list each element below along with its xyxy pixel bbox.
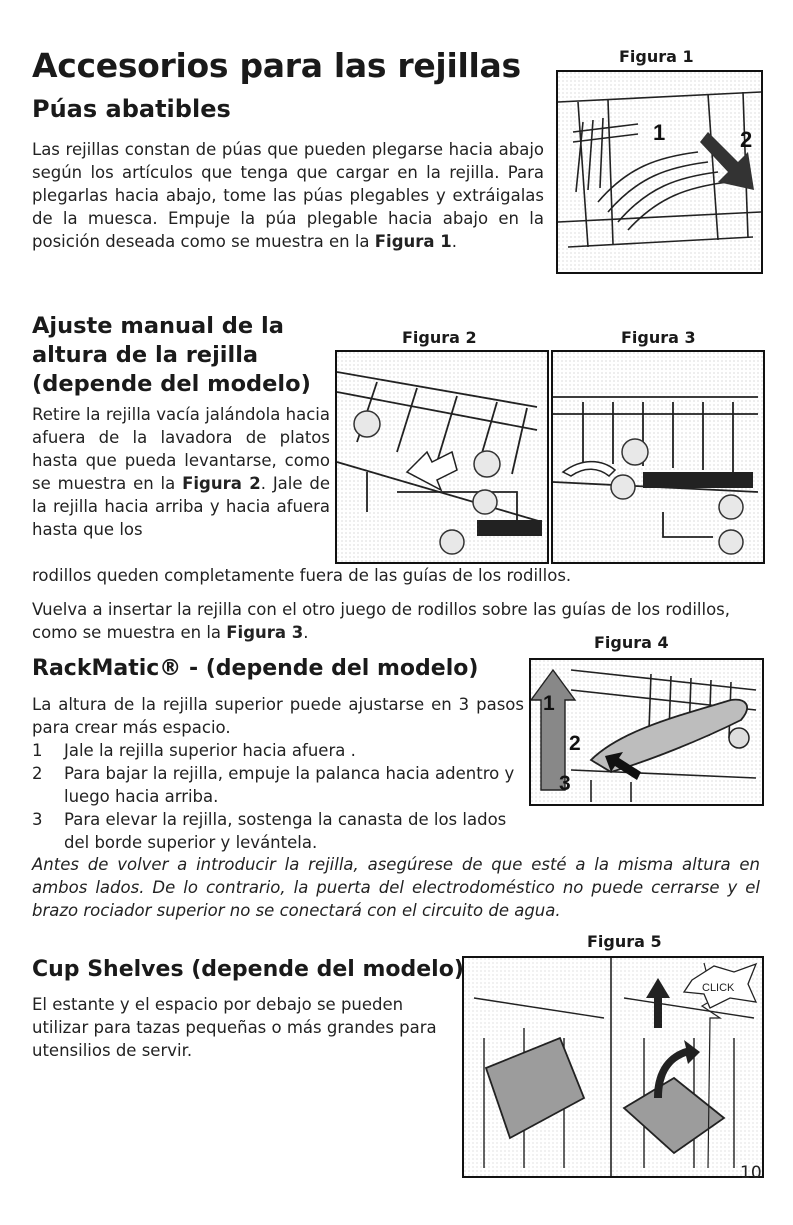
rackmatic-intro: La altura de la rejilla superior puede ajustarse en 3 pasos para crear más espacio. <box>32 695 524 737</box>
page-number: 10 <box>740 1163 762 1183</box>
figure-2 <box>335 350 549 564</box>
click-callout: CLICK <box>702 982 735 994</box>
step-item <box>32 762 522 808</box>
figure-1-label: Figura 1 <box>619 47 694 66</box>
title-line-1: Ajuste manual de la <box>32 313 284 339</box>
figure-reference: Figura 1 <box>374 232 452 251</box>
figure-reference: Figura 3 <box>226 623 304 642</box>
manual-adjust-paragraph-a-tail: rodillos queden completamente fuera de las guías de los rodillos. <box>32 566 572 585</box>
figure-5-label: Figura 5 <box>587 932 662 951</box>
figure-1-marker-1: 1 <box>653 120 666 145</box>
figure-5 <box>462 956 764 1178</box>
figure-4-marker-3: 3 <box>559 772 571 795</box>
rackmatic-steps <box>32 739 522 854</box>
folding-tines-illustration <box>558 72 761 272</box>
title-line-3: (depende del modelo) <box>32 371 311 397</box>
step-text: Para elevar la rejilla, sostenga la canasta de los lados del borde superior y levántela. <box>64 810 507 852</box>
figure-3 <box>551 350 765 564</box>
figure-4-label: Figura 4 <box>594 633 669 652</box>
step-number: 1 <box>32 741 43 760</box>
rack-reinsert-illustration <box>553 352 763 562</box>
figure-3-label: Figura 3 <box>621 328 696 347</box>
paragraph-end: . <box>303 623 309 642</box>
title-line-2: altura de la rejilla <box>32 342 259 368</box>
step-text: Jale la rejilla superior hacia afuera . <box>64 741 356 760</box>
paragraph-end: . <box>451 232 458 251</box>
step-item <box>32 808 522 854</box>
rackmatic-illustration <box>531 660 762 804</box>
figure-4-marker-1: 1 <box>543 692 555 715</box>
step-item <box>32 739 522 762</box>
rackmatic-warning: Antes de volver a introducir la rejilla, asegúrese de que esté a la misma altura en ambos lados. De lo contrario, la puerta del electrodoméstico no puede cerrarse y el brazo rociador superior no se conectará con el circuito de agua. <box>32 855 760 920</box>
rack-removal-illustration <box>337 352 547 562</box>
paragraph-text: Las rejillas constan de púas que pueden plegarse hacia abajo según los artículos que tenga que cargar en la rejilla. Para plegarlas hacia abajo, tome las púas plegables y extráigalas de la muesca. Empuje la púa plegable hacia abajo en la posición deseada como se muestra en la <box>32 140 544 251</box>
paragraph-text: Vuelva a insertar la rejilla con el otro juego de rodillos sobre las guías de los rodillos, como se muestra en la <box>32 600 731 642</box>
figure-1 <box>556 70 763 274</box>
step-number: 3 <box>32 810 43 829</box>
paragraph-text-continued: . Jale de la rejilla hacia arriba y hacia afuera hasta que los <box>32 474 331 539</box>
page-title: Accesorios para las rejillas <box>32 46 521 85</box>
manual-height-adjustment-title <box>32 312 332 399</box>
step-text: Para bajar la rejilla, empuje la palanca hacia adentro y luego hacia arriba. <box>64 764 515 806</box>
figure-1-marker-2: 2 <box>740 127 753 152</box>
rackmatic-title: RackMatic® - (depende del modelo) <box>32 656 479 681</box>
figure-reference: Figura 2 <box>182 474 261 493</box>
step-number: 2 <box>32 764 43 783</box>
figure-2-label: Figura 2 <box>402 328 477 347</box>
figure-4-marker-2: 2 <box>569 732 581 755</box>
folding-tines-paragraph <box>32 138 544 253</box>
cup-shelf-illustration <box>464 958 762 1176</box>
cup-shelves-paragraph: El estante y el espacio por debajo se pueden utilizar para tazas pequeñas o más grandes para utensilios de servir. <box>32 995 437 1060</box>
manual-adjust-paragraph-a <box>32 403 330 541</box>
cup-shelves-title: Cup Shelves (depende del modelo) <box>32 957 464 982</box>
figure-4 <box>529 658 764 806</box>
subsection-title-folding-tines: Púas abatibles <box>32 95 231 123</box>
paragraph-text: Retire la rejilla vacía jalándola hacia afuera de la lavadora de platos hasta que pueda levantarse, como se muestra en la <box>32 405 330 493</box>
